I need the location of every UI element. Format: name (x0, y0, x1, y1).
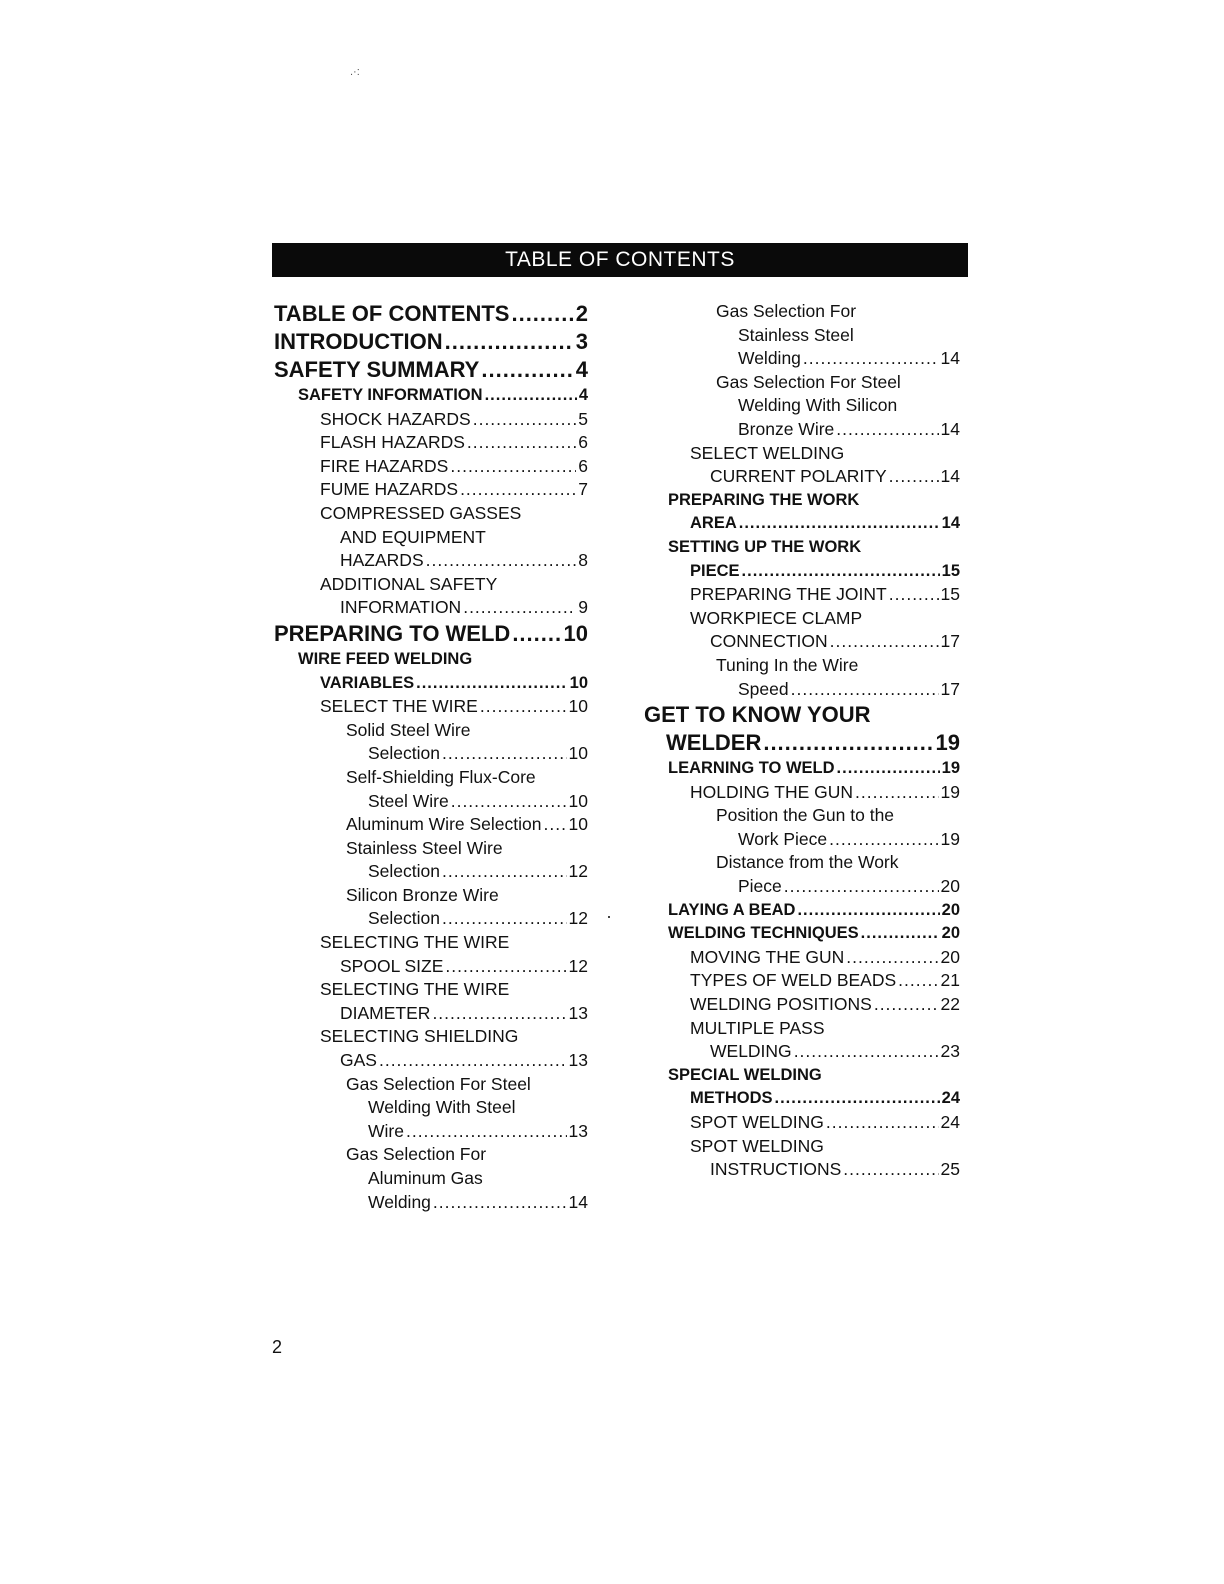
toc-leader-dots (406, 1120, 567, 1144)
toc-entry-title: AND EQUIPMENT (340, 526, 486, 547)
toc-entry[interactable] (274, 356, 588, 384)
toc-page-number: 20 (940, 876, 960, 897)
toc-entry-title: SPOT WELDING (690, 1135, 824, 1156)
toc-page-number: 21 (940, 970, 960, 991)
toc-page-number: 14 (940, 466, 960, 487)
toc-entry-title: Solid Steel Wire (346, 719, 471, 740)
toc-page-number: 17 (940, 678, 960, 699)
toc-entry[interactable] (274, 766, 588, 813)
toc-page-number: 13 (568, 1050, 588, 1071)
toc-entry-title: PREPARING THE WORK (668, 490, 860, 509)
toc-leader-dots (794, 1040, 939, 1064)
toc-page-number: 19 (940, 781, 960, 802)
toc-page-number: 19 (941, 759, 960, 778)
toc-page-number: 8 (578, 550, 588, 571)
toc-entry[interactable] (644, 701, 960, 757)
toc-entry-title: Welding (368, 1191, 431, 1212)
toc-leader-dots (739, 512, 940, 536)
toc-entry-title: INTRODUCTION (274, 329, 443, 354)
toc-leader-dots (826, 1111, 939, 1135)
toc-page-number: 14 (940, 348, 960, 369)
toc-entry-title: Selection (368, 908, 440, 929)
toc-leader-dots (898, 969, 938, 993)
toc-entry-title: SPECIAL WELDING (668, 1065, 822, 1084)
toc-entry[interactable] (274, 573, 588, 620)
toc-entry[interactable] (644, 371, 960, 442)
toc-entry-title: DIAMETER (340, 1002, 431, 1023)
toc-entry[interactable] (274, 884, 588, 931)
toc-entry[interactable] (644, 1135, 960, 1182)
toc-entry[interactable] (274, 1025, 588, 1072)
toc-leader-dots (803, 347, 939, 371)
toc-entry[interactable] (274, 695, 588, 719)
toc-entry[interactable] (644, 851, 960, 898)
toc-entry[interactable] (274, 384, 588, 408)
toc-leader-dots (432, 1002, 566, 1026)
toc-page-number: 25 (940, 1159, 960, 1180)
toc-entry-title: SELECTING THE WIRE (320, 932, 510, 953)
toc-page-number: 4 (578, 386, 588, 404)
toc-page-number: 3 (575, 329, 588, 354)
toc-page-number: 24 (941, 1089, 960, 1108)
toc-entry-title: PIECE (690, 561, 740, 580)
toc-page-number: 12 (568, 908, 588, 929)
toc-entry-title: WIRE FEED WELDING (298, 649, 473, 668)
scan-artifact-dot (608, 916, 610, 918)
toc-leader-dots (460, 478, 576, 502)
toc-leader-dots (463, 596, 576, 620)
toc-entry[interactable] (274, 478, 588, 502)
toc-entry-title: Piece (738, 876, 782, 897)
toc-entry[interactable] (644, 969, 960, 993)
toc-page-number: 10 (568, 790, 588, 811)
toc-entry[interactable] (274, 837, 588, 884)
toc-leader-dots (442, 907, 567, 931)
toc-entry-title: Stainless Steel Wire (346, 837, 503, 858)
toc-entry[interactable] (644, 899, 960, 923)
toc-entry[interactable] (644, 654, 960, 701)
toc-entry-title: Work Piece (738, 828, 828, 849)
toc-entry[interactable] (644, 922, 960, 946)
toc-leader-dots (445, 955, 566, 979)
toc-entry-title: VARIABLES (320, 673, 415, 692)
toc-entry[interactable] (274, 455, 588, 479)
toc-entry-title: Speed (738, 678, 789, 699)
toc-entry[interactable] (644, 1017, 960, 1064)
toc-entry-title: Aluminum Wire Selection (346, 814, 542, 835)
toc-entry-title: GET TO KNOW YOUR (644, 702, 871, 728)
toc-entry-title: WORKPIECE CLAMP (690, 607, 863, 628)
toc-header-title: TABLE OF CONTENTS (505, 248, 735, 271)
toc-entry-title: Silicon Bronze Wire (346, 884, 499, 905)
toc-entry-title: Welding With Steel (368, 1097, 516, 1118)
toc-leader-dots (763, 729, 933, 757)
toc-entry-title: SELECTING THE WIRE (320, 979, 510, 1000)
toc-entry-title: LAYING A BEAD (668, 900, 796, 919)
toc-entry[interactable] (274, 931, 588, 978)
toc-entry-title: GAS (340, 1050, 377, 1071)
toc-page-number: 2 (575, 301, 588, 326)
toc-page-number: 9 (578, 597, 588, 618)
toc-entry-title: LEARNING TO WELD (668, 759, 835, 778)
toc-leader-dots (797, 899, 939, 923)
toc-entry-title: INFORMATION (340, 597, 462, 618)
toc-entry-title: Distance from the Work (716, 852, 899, 873)
toc-page-number: 7 (578, 479, 588, 500)
toc-leader-dots (379, 1049, 567, 1073)
toc-entry-title: Aluminum Gas (368, 1168, 483, 1188)
toc-entry-title: CURRENT POLARITY (710, 466, 887, 487)
toc-leader-dots (543, 813, 566, 837)
toc-entry-title: Self-Shielding Flux-Core (346, 766, 536, 787)
toc-entry-title: SELECTING SHIELDING (320, 1026, 519, 1047)
toc-entry-title: Selection (368, 743, 440, 764)
toc-leader-dots (426, 549, 577, 573)
toc-entry-title: AREA (690, 514, 737, 533)
toc-entry[interactable] (274, 1143, 588, 1214)
toc-page-number: 15 (941, 561, 960, 580)
toc-entry[interactable] (644, 757, 960, 781)
toc-entry-title: Selection (368, 861, 440, 882)
toc-leader-dots (830, 630, 939, 654)
toc-page-number: 10 (568, 743, 588, 764)
toc-entry[interactable] (644, 607, 960, 654)
toc-entry-title: WELDING (710, 1041, 792, 1062)
toc-entry-title: WELDING TECHNIQUES (668, 924, 859, 943)
toc-entry-title: SELECT WELDING (690, 442, 845, 463)
toc-page-number: 4 (575, 357, 588, 382)
toc-page-number: 17 (940, 631, 960, 652)
toc-entry-title: HAZARDS (340, 550, 424, 571)
toc-page-number: 20 (940, 946, 960, 967)
toc-page-number: 19 (940, 828, 960, 849)
toc-leader-dots (829, 828, 938, 852)
toc-entry[interactable] (644, 1064, 960, 1111)
toc-entry[interactable] (644, 583, 960, 607)
toc-leader-dots (416, 672, 568, 696)
toc-entry-title: WELDER (666, 730, 762, 756)
toc-page-number: 12 (568, 955, 588, 976)
toc-leader-dots (450, 455, 576, 479)
toc-page-number: 20 (941, 924, 960, 943)
toc-entry[interactable] (274, 813, 588, 837)
toc-page-number: 14 (940, 418, 960, 439)
toc-leader-dots (442, 860, 567, 884)
toc-page-number: 24 (940, 1112, 960, 1132)
toc-entry[interactable] (274, 502, 588, 573)
toc-entry-title: FIRE HAZARDS (320, 455, 449, 476)
toc-entry[interactable] (274, 648, 588, 695)
toc-entry-title: MOVING THE GUN (690, 946, 845, 967)
toc-leader-dots (843, 1158, 938, 1182)
toc-entry-title: Wire (368, 1120, 404, 1141)
toc-entry-title: SAFETY INFORMATION (298, 386, 483, 404)
toc-entry-title: Position the Gun to the (716, 805, 895, 826)
toc-entry-title: Gas Selection For Steel (716, 371, 901, 392)
toc-page-number: 22 (940, 994, 960, 1015)
toc-page-number: 10 (563, 620, 588, 646)
toc-entry-title: TYPES OF WELD BEADS (690, 970, 897, 991)
toc-entry-title: ADDITIONAL SAFETY (320, 573, 498, 594)
toc-page-number: 23 (940, 1041, 960, 1062)
toc-leader-dots (481, 356, 573, 384)
toc-entry[interactable] (274, 620, 588, 648)
toc-entry[interactable] (644, 804, 960, 851)
toc-page-number: 10 (569, 673, 588, 692)
toc-leader-dots (511, 300, 573, 328)
toc-page-number: 14 (568, 1191, 588, 1212)
toc-leader-dots (433, 1191, 567, 1215)
toc-entry[interactable] (274, 431, 588, 455)
toc-leader-dots (791, 678, 939, 702)
toc-entry[interactable] (644, 993, 960, 1017)
toc-entry[interactable] (274, 328, 588, 356)
toc-entry-title: Gas Selection For (716, 301, 857, 321)
toc-leader-dots (480, 695, 567, 719)
toc-page-number: 12 (568, 861, 588, 882)
toc-entry[interactable] (644, 1111, 960, 1135)
toc-entry-title: SETTING UP THE WORK (668, 537, 862, 556)
toc-entry[interactable] (644, 300, 960, 371)
toc-header-bar (272, 243, 968, 277)
toc-page-number: 19 (935, 730, 960, 756)
toc-entry-title: Steel Wire (368, 790, 449, 811)
toc-entry-title: Gas Selection For Steel (346, 1073, 531, 1094)
toc-page-number: 14 (941, 514, 960, 533)
toc-leader-dots (874, 993, 939, 1017)
toc-leader-dots (451, 790, 567, 814)
toc-entry-title: WELDING POSITIONS (690, 994, 872, 1015)
toc-entry-title: Welding (738, 348, 801, 369)
toc-entry-title: FUME HAZARDS (320, 479, 459, 500)
toc-entry[interactable] (274, 719, 588, 766)
toc-leader-dots (861, 922, 940, 946)
toc-entry[interactable] (644, 781, 960, 805)
toc-entry-title: Bronze Wire (738, 418, 835, 439)
toc-leader-dots (485, 384, 577, 408)
toc-right-column (644, 300, 960, 1182)
toc-entry[interactable] (644, 536, 960, 583)
toc-entry[interactable] (644, 489, 960, 536)
toc-page-number: 20 (941, 900, 960, 919)
toc-entry[interactable] (274, 300, 588, 328)
toc-page-number: 13 (568, 1120, 588, 1141)
toc-entry-title: Gas Selection For (346, 1144, 487, 1165)
toc-page-number: 10 (568, 696, 588, 717)
toc-entry-title: MULTIPLE PASS (690, 1017, 825, 1038)
toc-leader-dots (855, 781, 939, 805)
toc-leader-dots (775, 1087, 940, 1111)
toc-page-number: 6 (578, 455, 588, 476)
toc-page-number: 13 (568, 1002, 588, 1023)
scan-artifact-mark: .·: (350, 66, 360, 78)
toc-entry-title: Welding With Silicon (738, 395, 898, 416)
toc-leader-dots (442, 742, 567, 766)
toc-entry-title: SPOT WELDING (690, 1112, 824, 1132)
toc-page-number: 6 (578, 432, 588, 453)
toc-page-number: 10 (568, 814, 588, 835)
toc-leader-dots (742, 560, 940, 584)
toc-entry-title: Stainless Steel (738, 324, 854, 345)
toc-entry-title: INSTRUCTIONS (710, 1159, 842, 1180)
toc-leader-dots (784, 875, 939, 899)
toc-entry[interactable] (274, 408, 588, 432)
toc-leader-dots (837, 757, 940, 781)
toc-leader-dots (889, 583, 939, 607)
toc-entry[interactable] (274, 1073, 588, 1144)
toc-entry[interactable] (644, 946, 960, 970)
page-number: 2 (272, 1337, 283, 1357)
toc-entry-title: Tuning In the Wire (716, 654, 859, 675)
toc-entry-title: TABLE OF CONTENTS (274, 301, 510, 326)
toc-page-number: 5 (578, 408, 588, 429)
toc-entry-title: SELECT THE WIRE (320, 696, 478, 717)
toc-entry-title: PREPARING THE JOINT (690, 584, 887, 605)
toc-entry[interactable] (644, 442, 960, 489)
toc-entry-title: CONNECTION (710, 631, 828, 652)
toc-left-column (274, 300, 588, 1214)
toc-leader-dots (846, 946, 938, 970)
toc-entry-title: SPOOL SIZE (340, 955, 444, 976)
toc-page-number: 15 (940, 584, 960, 605)
toc-entry-title: SAFETY SUMMARY (274, 357, 480, 382)
toc-leader-dots (445, 328, 574, 356)
toc-leader-dots (889, 465, 939, 489)
toc-entry[interactable] (274, 978, 588, 1025)
toc-entry-title: SHOCK HAZARDS (320, 408, 471, 429)
toc-entry-title: PREPARING TO WELD (274, 620, 511, 646)
toc-entry-title: METHODS (690, 1089, 773, 1108)
toc-leader-dots (467, 431, 576, 455)
toc-entry-title: FLASH HAZARDS (320, 432, 465, 453)
toc-leader-dots (512, 620, 561, 648)
toc-entry-title: COMPRESSED GASSES (320, 502, 522, 523)
toc-entry-title: HOLDING THE GUN (690, 781, 854, 802)
toc-leader-dots (473, 408, 577, 432)
toc-leader-dots (836, 418, 938, 442)
